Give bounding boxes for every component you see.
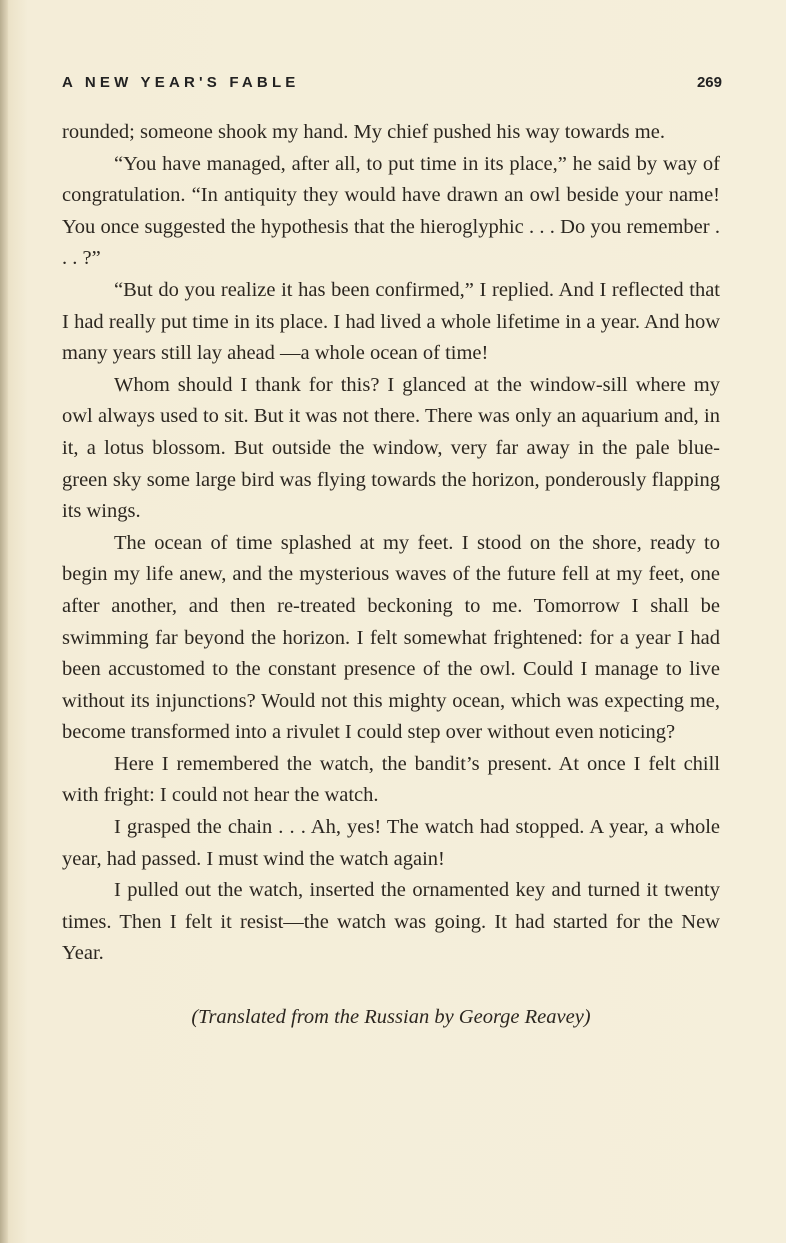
- paragraph: The ocean of time splashed at my feet. I stood on the shore, ready to begin my life anew, and the mysterious waves of the future fell at my feet, one after another, and then re-treated beckoning to me. Tomorrow I shall be swimming far beyond the horizon. I felt somewhat frightened: for a year I had been accustomed to the constant presence of the owl. Could I manage to live without its injunctions? Would not this mighty ocean, which was expecting me, become transformed into a rivulet I could step over without even noticing?: [62, 531, 720, 744]
- paragraph: Here I remembered the watch, the bandit’s present. At once I felt chill with fright: I could not hear the watch.: [62, 752, 720, 807]
- paragraph: I grasped the chain . . . Ah, yes! The watch had stopped. A year, a whole year, had passed. I must wind the watch again!: [62, 816, 720, 870]
- body-text: [62, 117, 720, 970]
- paragraph: “You have managed, after all, to put time in its place,” he said by way of congratulation. “In antiquity they would have drawn an owl beside your name! You once suggested the hypothesis that the hieroglyphic . . . Do you remember . . . ?”: [62, 152, 720, 270]
- paragraph: rounded; someone shook my hand. My chief pushed his way towards me.: [62, 121, 665, 143]
- paragraph: “But do you realize it has been confirmed,” I replied. And I reflected that I had really put time in its place. I had lived a whole lifetime in a year. And how many years still lay ahead —a whole ocean of time!: [62, 278, 720, 365]
- running-title: A NEW YEAR'S FABLE: [62, 74, 300, 91]
- running-head: [62, 74, 722, 98]
- paragraph: Whom should I thank for this? I glanced at the window-sill where my owl always used to sit. But it was not there. There was only an aquarium and, in it, a lotus blossom. But outside the window, very far away in the pale blue-green sky some large bird was flying towards the horizon, ponderously flapping its wings.: [62, 373, 720, 523]
- translation-credit: (Translated from the Russian by George Reavey): [191, 1006, 591, 1028]
- paragraph: I pulled out the watch, inserted the ornamented key and turned it twenty times. Then I felt it resist—the watch was going. It had started for the New Year.: [62, 879, 720, 965]
- page-spine-shadow: [0, 0, 8, 1243]
- page-number: 269: [696, 74, 722, 91]
